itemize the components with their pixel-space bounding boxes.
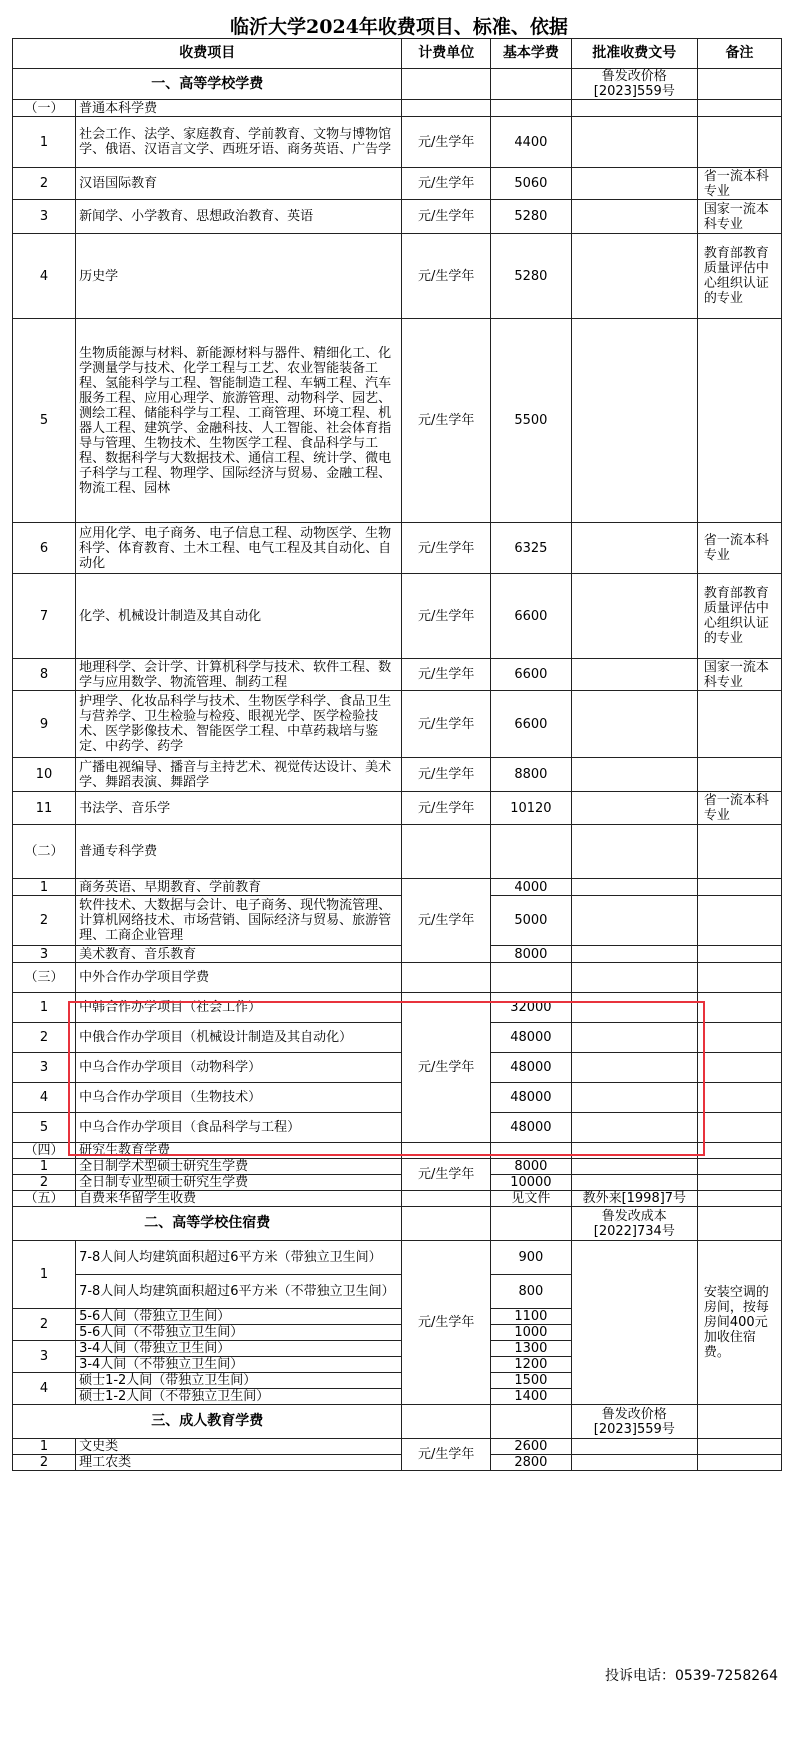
group-name: 中外合作办学项目学费 [76, 963, 402, 993]
group-row [13, 100, 782, 117]
row-no: 1 [13, 1439, 76, 1455]
unit-cell: 元/生学年 [402, 1439, 491, 1471]
fee-value: 1100 [490, 1309, 571, 1325]
doc-cell [571, 1159, 697, 1175]
program-name: 新闻学、小学教育、思想政治教育、英语 [76, 200, 402, 234]
note-cell [697, 69, 781, 100]
doc-cell [571, 1241, 697, 1405]
note-cell: 省一流本科专业 [697, 523, 781, 574]
fee-value: 6325 [490, 523, 571, 574]
note-cell [697, 691, 781, 758]
note-cell: 教育部教育质量评估中心组织认证的专业 [697, 234, 781, 319]
unit-cell: 元/生学年 [402, 1241, 491, 1405]
unit-cell [402, 1405, 491, 1439]
program-name: 中乌合作办学项目（动物科学） [76, 1053, 402, 1083]
section-row [13, 69, 782, 100]
unit-cell: 元/生学年 [402, 659, 491, 691]
fee-value: 8800 [490, 758, 571, 792]
fee-value: 5280 [490, 200, 571, 234]
fee-value: 1400 [490, 1389, 571, 1405]
fee-value: 4400 [490, 117, 571, 168]
note-cell [697, 1207, 781, 1241]
unit-cell: 元/生学年 [402, 993, 491, 1143]
table-row [13, 896, 782, 946]
table-row [13, 1439, 782, 1455]
fee-value: 1200 [490, 1357, 571, 1373]
row-no: 10 [13, 758, 76, 792]
note-cell [697, 993, 781, 1023]
note-cell [697, 1023, 781, 1053]
room-type: 5-6人间（带独立卫生间） [76, 1309, 402, 1325]
doc-cell [571, 659, 697, 691]
row-no: 3 [13, 946, 76, 963]
doc-number: 鲁发改价格[2023]559号 [571, 1405, 697, 1439]
program-name: 书法学、音乐学 [76, 792, 402, 825]
doc-cell [571, 946, 697, 963]
row-no: 8 [13, 659, 76, 691]
header-note: 备注 [697, 39, 781, 69]
unit-cell: 元/生学年 [402, 523, 491, 574]
group-row [13, 825, 782, 879]
program-name: 理工农类 [76, 1455, 402, 1471]
row-no: 2 [13, 1455, 76, 1471]
room-type: 硕士1-2人间（不带独立卫生间） [76, 1389, 402, 1405]
fee-value: 800 [490, 1275, 571, 1309]
program-name: 中俄合作办学项目（机械设计制造及其自动化） [76, 1023, 402, 1053]
section-title: 二、高等学校住宿费 [13, 1207, 402, 1241]
fee-value: 5500 [490, 319, 571, 523]
doc-cell [571, 691, 697, 758]
program-name: 应用化学、电子商务、电子信息工程、动物医学、生物科学、体育教育、土木工程、电气工程及其自动化、自动化 [76, 523, 402, 574]
group-no: （二） [13, 825, 76, 879]
fee-cell [490, 69, 571, 100]
unit-cell [402, 1207, 491, 1241]
fee-value: 10000 [490, 1175, 571, 1191]
program-name: 文史类 [76, 1439, 402, 1455]
cell [402, 825, 491, 879]
unit-cell [402, 1191, 491, 1207]
program-name: 软件技术、大数据与会计、电子商务、现代物流管理、计算机网络技术、市场营销、国际经济与贸易、旅游管理、工商企业管理 [76, 896, 402, 946]
table-row [13, 1455, 782, 1471]
note-cell [697, 1053, 781, 1083]
row-no: 1 [13, 117, 76, 168]
fee-value: 6600 [490, 691, 571, 758]
fee-cell [490, 1207, 571, 1241]
table-row [13, 879, 782, 896]
note-cell [697, 1455, 781, 1471]
unit-cell: 元/生学年 [402, 234, 491, 319]
note-cell [697, 1083, 781, 1113]
cell [571, 825, 697, 879]
cell [402, 963, 491, 993]
row-no: 1 [13, 993, 76, 1023]
room-type: 硕士1-2人间（带独立卫生间） [76, 1373, 402, 1389]
room-type: 7-8人间人均建筑面积超过6平方米（带独立卫生间） [76, 1241, 402, 1275]
unit-cell: 元/生学年 [402, 792, 491, 825]
cell [571, 100, 697, 117]
header-item: 收费项目 [13, 39, 402, 69]
fee-value: 5280 [490, 234, 571, 319]
cell [490, 963, 571, 993]
program-name: 历史学 [76, 234, 402, 319]
cell [697, 963, 781, 993]
row-no: 3 [13, 1053, 76, 1083]
row-no: 2 [13, 1175, 76, 1191]
page-title: 临沂大学2024年收费项目、标准、依据 [230, 16, 568, 38]
program-name: 美术教育、音乐教育 [76, 946, 402, 963]
unit-cell: 元/生学年 [402, 1159, 491, 1191]
table-row [13, 758, 782, 792]
table-row [13, 659, 782, 691]
program-name: 全日制学术型硕士研究生学费 [76, 1159, 402, 1175]
table-row [13, 792, 782, 825]
doc-cell [571, 758, 697, 792]
note-cell [697, 319, 781, 523]
program-name: 生物质能源与材料、新能源材料与器件、精细化工、化学测量学与技术、化学工程与工艺、农业智能装备工程、氢能科学与工程、智能制造工程、车辆工程、汽车服务工程、应用心理学、旅游管理、动物科学、园艺、测绘工程、储能科学与工程、工商管理、环境工程、机器人工程、建筑学、金融科技、人工智能、社会体育指导与管理、生物技术、生物医学工程、食品科学与工程、数据科学与大数据技术、通信工程、统计学、微电子科学与工程、物理学、国际经济与贸易、金融工程、物流工程、园林 [76, 319, 402, 523]
unit-cell: 元/生学年 [402, 758, 491, 792]
cell [571, 963, 697, 993]
fee-value: 48000 [490, 1083, 571, 1113]
doc-cell [571, 234, 697, 319]
doc-cell [571, 1455, 697, 1471]
row-no: 3 [13, 1341, 76, 1373]
room-type: 5-6人间（不带独立卫生间） [76, 1325, 402, 1341]
cell [697, 825, 781, 879]
fee-table [12, 38, 782, 1471]
doc-cell [571, 574, 697, 659]
doc-cell [571, 792, 697, 825]
group-row [13, 1191, 782, 1207]
doc-number: 教外来[1998]7号 [571, 1191, 697, 1207]
program-name: 中韩合作办学项目（社会工作） [76, 993, 402, 1023]
table-row [13, 117, 782, 168]
doc-number: 鲁发改价格[2023]559号 [571, 69, 697, 100]
table-row [13, 691, 782, 758]
fee-value: 48000 [490, 1053, 571, 1083]
program-name: 护理学、化妆品科学与技术、生物医学科学、食品卫生与营养学、卫生检验与检疫、眼视光学、医学检验技术、医学影像技术、智能医学工程、中草药栽培与鉴定、中药学、药学 [76, 691, 402, 758]
note-cell: 国家一流本科专业 [697, 659, 781, 691]
group-name: 自费来华留学生收费 [76, 1191, 402, 1207]
row-no: 5 [13, 1113, 76, 1143]
program-name: 中乌合作办学项目（食品科学与工程） [76, 1113, 402, 1143]
fee-value: 2600 [490, 1439, 571, 1455]
note-cell: 国家一流本科专业 [697, 200, 781, 234]
cell [697, 1143, 781, 1159]
row-no: 4 [13, 1083, 76, 1113]
doc-cell [571, 523, 697, 574]
cell [490, 825, 571, 879]
table-row [13, 946, 782, 963]
doc-cell [571, 319, 697, 523]
program-name: 化学、机械设计制造及其自动化 [76, 574, 402, 659]
fee-value: 8000 [490, 946, 571, 963]
doc-number: 鲁发改成本[2022]734号 [571, 1207, 697, 1241]
doc-cell [571, 168, 697, 200]
section-title: 三、成人教育学费 [13, 1405, 402, 1439]
section-row [13, 1207, 782, 1241]
header-doc: 批准收费文号 [571, 39, 697, 69]
row-no: 2 [13, 896, 76, 946]
note-cell [697, 946, 781, 963]
table-row [13, 168, 782, 200]
row-no: 11 [13, 792, 76, 825]
room-type: 7-8人间人均建筑面积超过6平方米（不带独立卫生间） [76, 1275, 402, 1309]
header-row [13, 39, 782, 69]
row-no: 2 [13, 168, 76, 200]
fee-value: 1500 [490, 1373, 571, 1389]
group-name: 普通专科学费 [76, 825, 402, 879]
row-no: 4 [13, 1373, 76, 1405]
note-cell [697, 1113, 781, 1143]
fee-value: 48000 [490, 1023, 571, 1053]
header-unit: 计费单位 [402, 39, 491, 69]
table-row [13, 574, 782, 659]
cell [402, 100, 491, 117]
fee-value: 见文件 [490, 1191, 571, 1207]
fee-value: 1000 [490, 1325, 571, 1341]
note-cell [697, 758, 781, 792]
unit-cell: 元/生学年 [402, 319, 491, 523]
note-cell [697, 1405, 781, 1439]
program-name: 广播电视编导、播音与主持艺术、视觉传达设计、美术学、舞蹈表演、舞蹈学 [76, 758, 402, 792]
doc-cell [571, 896, 697, 946]
note-cell [697, 1175, 781, 1191]
row-no: 1 [13, 1159, 76, 1175]
program-name: 商务英语、早期教育、学前教育 [76, 879, 402, 896]
doc-cell [571, 117, 697, 168]
fee-value: 5060 [490, 168, 571, 200]
fee-value: 10120 [490, 792, 571, 825]
fee-value: 6600 [490, 659, 571, 691]
row-no: 1 [13, 879, 76, 896]
unit-cell: 元/生学年 [402, 691, 491, 758]
cell [697, 100, 781, 117]
unit-cell: 元/生学年 [402, 574, 491, 659]
unit-cell: 元/生学年 [402, 200, 491, 234]
fee-value: 4000 [490, 879, 571, 896]
group-no: （三） [13, 963, 76, 993]
doc-cell [571, 1439, 697, 1455]
row-no: 6 [13, 523, 76, 574]
row-no: 5 [13, 319, 76, 523]
note-cell [697, 1159, 781, 1175]
program-name: 全日制专业型硕士研究生学费 [76, 1175, 402, 1191]
unit-cell: 元/生学年 [402, 168, 491, 200]
fee-value: 1300 [490, 1341, 571, 1357]
joint-program-highlight [68, 1001, 705, 1156]
note-cell [697, 879, 781, 896]
header-fee: 基本学费 [490, 39, 571, 69]
row-no: 2 [13, 1309, 76, 1341]
fee-value: 48000 [490, 1113, 571, 1143]
table-row [13, 523, 782, 574]
program-name: 中乌合作办学项目（生物技术） [76, 1083, 402, 1113]
program-name: 地理科学、会计学、计算机科学与技术、软件工程、数学与应用数学、物流管理、制药工程 [76, 659, 402, 691]
note-cell: 省一流本科专业 [697, 792, 781, 825]
table-row [13, 1159, 782, 1175]
doc-cell [571, 200, 697, 234]
section-title: 一、高等学校学费 [13, 69, 402, 100]
table-row [13, 1241, 782, 1275]
row-no: 2 [13, 1023, 76, 1053]
program-name: 社会工作、法学、家庭教育、学前教育、文物与博物馆学、俄语、汉语言文学、西班牙语、商务英语、广告学 [76, 117, 402, 168]
room-type: 3-4人间（不带独立卫生间） [76, 1357, 402, 1373]
table-row [13, 200, 782, 234]
fee-value: 6600 [490, 574, 571, 659]
group-no: （一） [13, 100, 76, 117]
group-no: （四） [13, 1143, 76, 1159]
table-row [13, 1175, 782, 1191]
group-row [13, 963, 782, 993]
row-no: 4 [13, 234, 76, 319]
group-name: 普通本科学费 [76, 100, 402, 117]
note-cell [697, 1439, 781, 1455]
dorm-note: 安装空调的房间，按每房间400元加收住宿费。 [697, 1241, 781, 1405]
unit-cell: 元/生学年 [402, 879, 491, 963]
row-no: 7 [13, 574, 76, 659]
doc-cell [571, 879, 697, 896]
note-cell [697, 1191, 781, 1207]
unit-cell [402, 69, 491, 100]
section-row [13, 1405, 782, 1439]
note-cell: 教育部教育质量评估中心组织认证的专业 [697, 574, 781, 659]
unit-cell: 元/生学年 [402, 117, 491, 168]
fee-value: 5000 [490, 896, 571, 946]
complaint-phone: 投诉电话：0539-7258264 [604, 1668, 778, 1684]
fee-value: 8000 [490, 1159, 571, 1175]
fee-cell [490, 1405, 571, 1439]
note-cell [697, 117, 781, 168]
fee-value: 900 [490, 1241, 571, 1275]
room-type: 3-4人间（带独立卫生间） [76, 1341, 402, 1357]
group-name: 研究生教育学费 [76, 1143, 402, 1159]
row-no: 3 [13, 200, 76, 234]
row-no: 9 [13, 691, 76, 758]
program-name: 汉语国际教育 [76, 168, 402, 200]
doc-cell [571, 1175, 697, 1191]
group-no: （五） [13, 1191, 76, 1207]
note-cell: 省一流本科专业 [697, 168, 781, 200]
table-row [13, 234, 782, 319]
note-cell [697, 896, 781, 946]
fee-value: 2800 [490, 1455, 571, 1471]
row-no: 1 [13, 1241, 76, 1309]
cell [490, 100, 571, 117]
table-row [13, 319, 782, 523]
fee-value: 32000 [490, 993, 571, 1023]
